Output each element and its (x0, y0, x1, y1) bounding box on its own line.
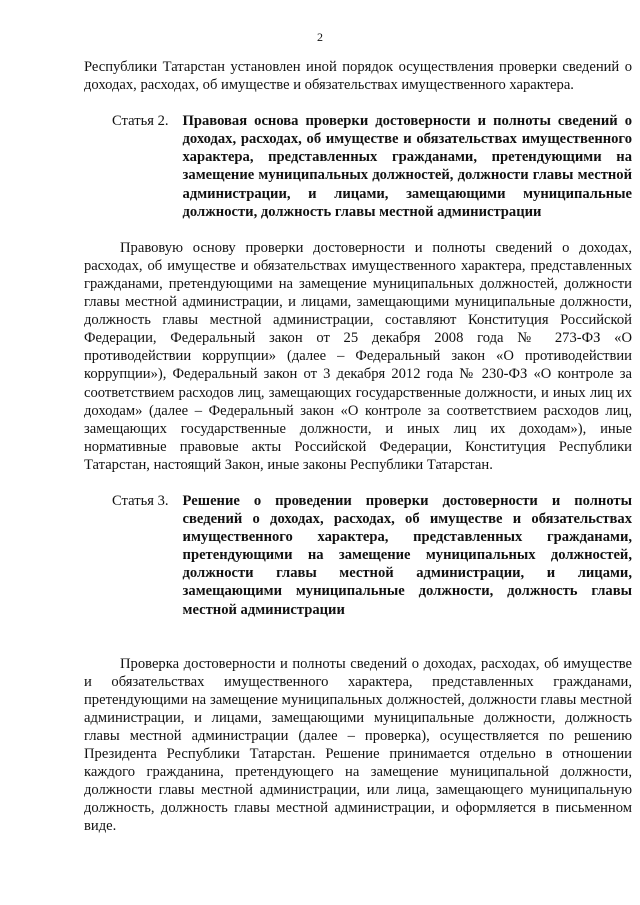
page-number: 2 (317, 30, 323, 44)
article-2-title: Правовая основа проверки достоверности и полноты сведений о доходах, расходах, об имуществе и обязательствах имущественного характера, представленных гражданами, претендующими на замещение муниципальных должностей, должности главы местной администрации, и лицами, замещающими муниципальные должности, должность главы местной администрации (182, 113, 632, 220)
article-2-heading (84, 112, 632, 221)
article-2-body: Правовую основу проверки достоверности и полноты сведений о доходах, расходах, об имуществе и обязательствах имущественного характера, представленных гражданами, претендующими на замещение муниципальных должностей, должности главы местной администрации, и лицами, замещающими муниципальные должности, должность главы местной администрации, составляют Конституция Российской Федерации, Федеральный закон от 25 декабря 2008 года № 273-ФЗ «О противодействии коррупции» (далее – Федеральный закон «О противодействии коррупции»), Федеральный закон от 3 декабря 2012 года № 230-ФЗ «О контроле за соответствием расходов лиц, замещающих государственные должности, и иных лиц их доходам» (далее – Федеральный закон «О контроле за соответствием расходов лиц, замещающих государственные должности, и иных лиц их доходам»), иные нормативные правовые акты Российской Федерации, Конституция Республики Татарстан, настоящий Закон, иные законы Республики Татарстан. (84, 239, 632, 473)
intro-paragraph: Республики Татарстан установлен иной порядок осуществления проверки сведений о доходах, расходах, об имуществе и обязательствах имущественного характера. (84, 59, 632, 94)
article-3-title: Решение о проведении проверки достоверности и полноты сведений о доходах, расходах, об имуществе и обязательствах имущественного характера, представленных гражданами, претендующими на замещение муниципальных должностей, должности главы местной администрации, и лицами, замещающими муниципальные должности, должность главы местной администрации (182, 492, 632, 618)
article-3-label: Статья 3. (112, 492, 169, 509)
article-2-label: Статья 2. (112, 113, 169, 130)
article-3-heading (84, 492, 632, 619)
article-3-body: Проверка достоверности и полноты сведений о доходах, расходах, об имуществе и обязательствах имущественного характера, представленных гражданами, претендующими на замещение муниципальных должностей, должности главы местной администрации, и лицами, замещающими муниципальные должности, должность главы местной администрации (далее – проверка), осуществляется по решению Президента Республики Татарстан. Решение принимается отдельно в отношении каждого гражданина, претендующего на замещение муниципальной должности, должности главы местной администрации, или лица, замещающего муниципальную должность, должность главы местной администрации, и оформляется в письменном виде. (84, 655, 632, 835)
document-body (84, 58, 632, 836)
